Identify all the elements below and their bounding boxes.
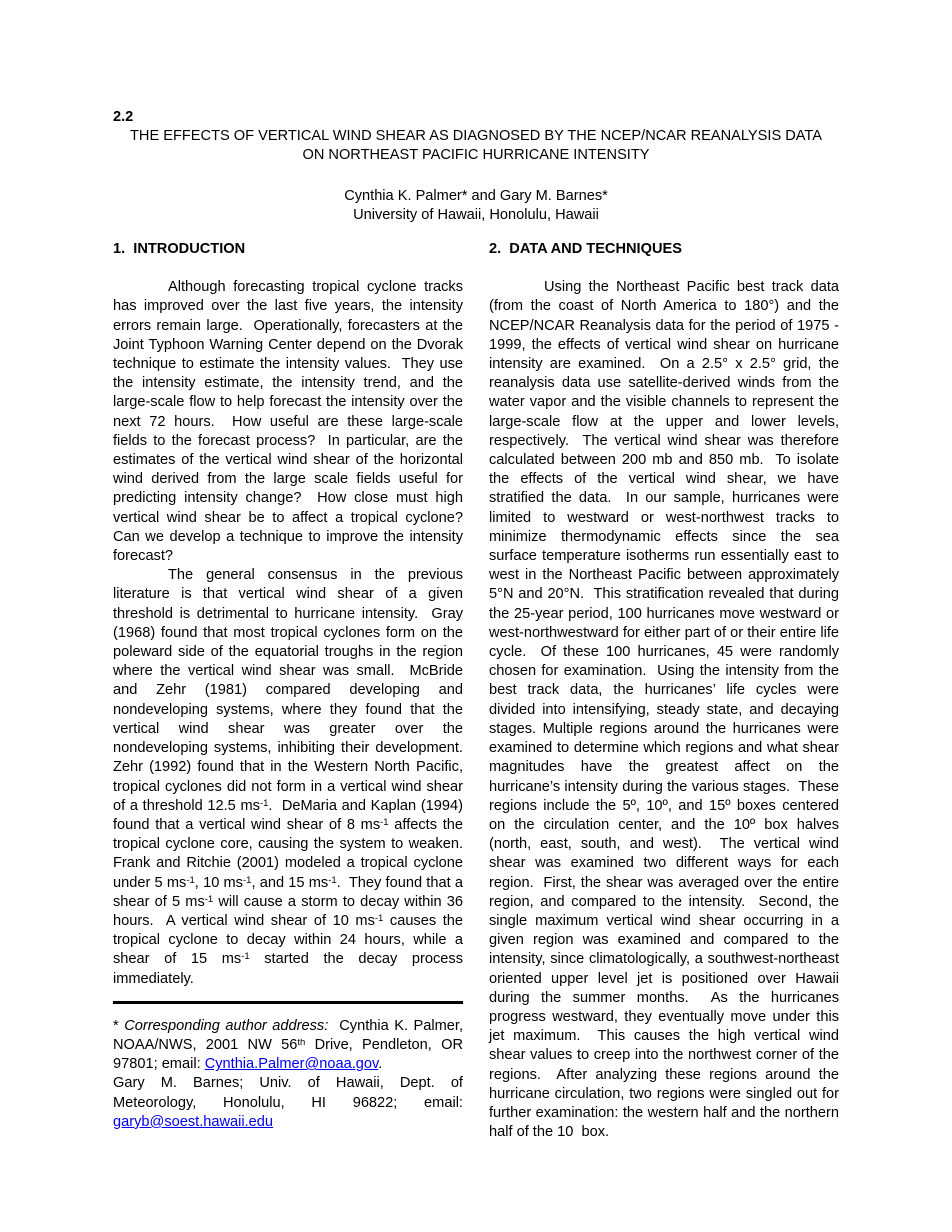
footnote-text [113, 1017, 468, 1132]
paper-title-line1: THE EFFECTS OF VERTICAL WIND SHEAR AS DIAGNOSED BY THE NCEP/NCAR REANALYSIS DATA [130, 128, 822, 145]
superscript-text: -1 [374, 912, 384, 924]
superscript-text: -1 [380, 816, 389, 828]
email-link-barnes[interactable]: garyb@soest.hawaii.edu [113, 1113, 274, 1130]
italic-text: Corresponding author address: [124, 1017, 329, 1034]
right-column [489, 240, 844, 1142]
superscript-text: -1 [186, 874, 195, 886]
paragraph: Although forecasting tropical cyclone tracks has improved over the last five years, the intensity errors remain large. Operationally, forecasters at the Joint Typhoon Warning Center depend on the Dvorak technique to estimate the intensity values. They use the intensity estimate, the intensity trend, and the large-scale flow to help forecast the intensity over the next 72 hours. How useful are these large-scale fields to the forecast process? In particular, are the estimates of the vertical wind shear of the horizontal wind derived from the large scale fields useful for predicting intensity change? How close must high vertical wind shear be to affect a tropical cyclone? Can we develop a technique to improve the intensity forecast? [113, 279, 472, 565]
paragraph: * Corresponding author address: Cynthia K. Palmer, NOAA/NWS, 2001 NW 56th Drive, Pendleton, OR 97801; email: Cynthia.Palmer@noaa.gov. [113, 1017, 468, 1073]
section-heading-data-techniques: 2. DATA AND TECHNIQUES [489, 241, 682, 258]
affiliation-line: University of Hawaii, Honolulu, Hawaii [353, 206, 599, 223]
paragraph: Using the Northeast Pacific best track data (from the coast of North America to 180°) and the NCEP/NCAR Reanalysis data for the period of 1975 - 1999, the effects of vertical wind shear on hurricane intensity are examined. On a 2.5° x 2.5° grid, the reanalysis data use satellite-derived winds from the water vapor and the visible channels to represent the large-scale flow at the upper and lower levels, respectively. The vertical wind shear was therefore calculated between 200 mb and 850 mb. To isolate the effects of the vertical wind shear, we have stratified the data. In our sample, hurricanes were limited to westward or west-northwest tracks to minimize thermodynamic effects since the sea surface temperature isotherms run essentially east to west in the Northeast Pacific between approximately 5°N and 20°N. This stratification revealed that during the 25-year period, 100 hurricanes move westward or west-northwestward for either part of or their entire life cycle. Of these 100 hurricanes, 45 were randomly chosen for examination. Using the intensity from the best track data, the hurricanes’ life cycles were divided into intensifying, steady state, and decaying stages. Multiple regions around the hurricanes were examined to determine which regions and what shear magnitudes have the greatest affect on the hurricane’s intensity during the various stages. These regions include the 5º, 10º, and 15º boxes centered on the circulation center, and the 10º box halves (north, east, south, and west). The vertical wind shear was examined two different ways for each region. First, the shear was averaged over the entire region, and compared to the intensity. Second, the single maximum vertical wind shear occurring in a given region was examined and compared to the intensity, since climatologically, a southwest-northeast oriented upper level jet is positioned over Hawaii during the summer months. As the hurricanes progress westward, they eventually move under this jet maximum. This causes the high vertical wind shear values to creep into the northwest corner of the regions. After analyzing these regions around the hurricane circulation, two regions were singled out for further examination: the western half and the northern half of the 10 box. [489, 279, 844, 1141]
superscript-text: -1 [328, 874, 337, 886]
superscript-text: -1 [204, 893, 214, 905]
introduction-text [113, 278, 472, 989]
paper-number: 2.2 [113, 109, 134, 125]
footnote-block [113, 1001, 468, 1132]
email-link-palmer[interactable]: Cynthia.Palmer@noaa.gov [204, 1056, 379, 1073]
data-techniques-text [489, 278, 844, 1142]
superscript-text: -1 [259, 797, 269, 809]
paragraph: The general consensus in the previous literature is that vertical wind shear of a given threshold is detrimental to hurricane intensity. Gray (1968) found that most tropical cyclones form on the poleward side of the equatorial troughs in the region where the vertical wind shear was small. McBride and Zehr (1981) compared developing and nondeveloping systems, where they found that the vertical wind shear was greater over the nondeveloping systems, inhibiting their development. Zehr (1992) found that in the Western North Pacific, tropical cyclones did not form in a vertical wind shear of a threshold 12.5 $ms^{-1}$. DeMaria and Kaplan (1994) found that a vertical wind shear of 8 $ms^{-1}$ affects the tropical cyclone core, causing the system to weaken. Frank and Ritchie (2001) modeled a tropical cyclone under 5 $ms^{-1}$, 10 $ms^{-1}$, and 15 $ms^{-1}$. They found that a shear of 5 $ms^{-1}$ will cause a storm to decay within 36 hours. A vertical wind shear of 10 $ms^{-1}$ causes the tropical cyclone to decay within 24 hours, while a shear of 15 $ms^{-1}$ started the decay process immediately. [113, 567, 472, 987]
paper-title [113, 127, 839, 165]
superscript-text: th [297, 1036, 306, 1048]
paper-content [113, 108, 844, 1142]
superscript-text: -1 [242, 874, 252, 886]
left-column [113, 240, 472, 1132]
section-heading-introduction: 1. INTRODUCTION [113, 241, 246, 258]
authors-line: Cynthia K. Palmer* and Gary M. Barnes* [344, 187, 608, 204]
paragraph: Gary M. Barnes; Univ. of Hawaii, Dept. of Meteorology, Honolulu, HI 96822; email: garyb@soest.hawaii.edu [113, 1075, 468, 1130]
paper-title-line2: ON NORTHEAST PACIFIC HURRICANE INTENSITY [302, 147, 650, 164]
two-column-body [113, 240, 844, 1142]
superscript-text: -1 [241, 951, 250, 963]
